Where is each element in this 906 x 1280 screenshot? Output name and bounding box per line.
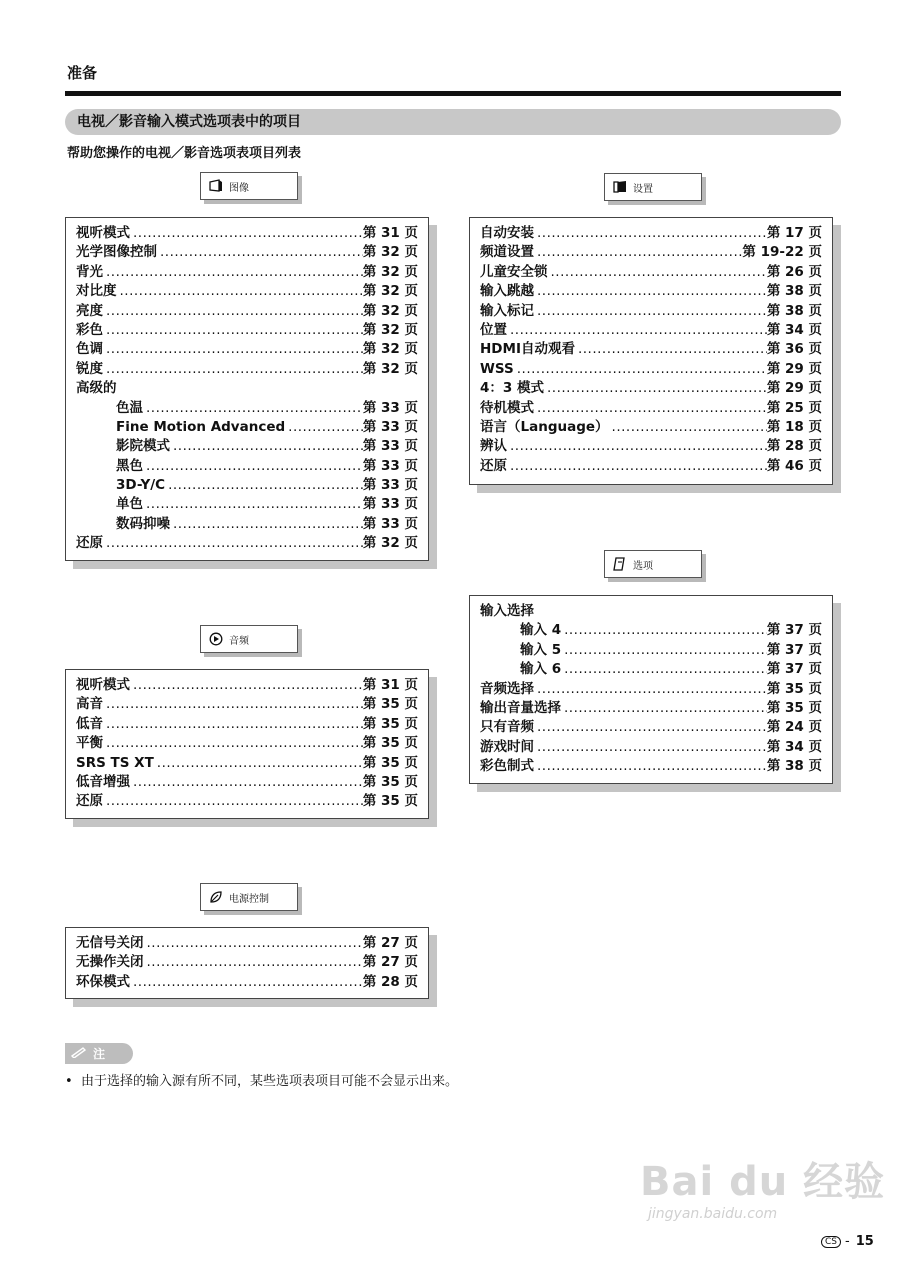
page-footer (821, 1234, 874, 1249)
section-title: 准备 (67, 64, 98, 82)
menu-row: 输出音量选择 ..... 第 35 页 (480, 699, 822, 718)
tab-picture (200, 172, 298, 200)
menu-row: 还原 ..... 第 32 页 (76, 534, 418, 553)
menu-row: 输入 6 ..... 第 37 页 (480, 660, 822, 679)
tab-options-label: 选项 (633, 560, 653, 572)
menu-row: 输入 4 ..... 第 37 页 (480, 621, 822, 640)
menu-row: Fine Motion Advanced ..... 第 33 页 (76, 418, 418, 437)
menu-row: 还原 ..... 第 35 页 (76, 792, 418, 811)
subtitle: 帮助您操作的电视／影音选项表项目列表 (67, 146, 302, 161)
audio-menu-box (65, 669, 429, 819)
menu-row: 游戏时间 ..... 第 34 页 (480, 738, 822, 757)
menu-row: 低音 ..... 第 35 页 (76, 715, 418, 734)
menu-row: 色调 ..... 第 32 页 (76, 340, 418, 359)
bullet: • (65, 1074, 81, 1089)
menu-row: SRS TS XT ..... 第 35 页 (76, 754, 418, 773)
picture-menu-box (65, 217, 429, 561)
tab-picture-label: 图像 (229, 182, 249, 194)
tab-power (200, 883, 298, 911)
menu-row: 平衡 ..... 第 35 页 (76, 734, 418, 753)
menu-row: 只有音频 ..... 第 24 页 (480, 718, 822, 737)
menu-row: 数码抑噪 ..... 第 33 页 (76, 515, 418, 534)
picture-icon (209, 179, 223, 193)
header-rule (65, 91, 841, 96)
watermark-brand: Bai du 经验 (640, 1159, 886, 1205)
menu-row: 亮度 ..... 第 32 页 (76, 302, 418, 321)
menu-row: 输入 5 ..... 第 37 页 (480, 641, 822, 660)
menu-row: 输入标记 ..... 第 38 页 (480, 302, 822, 321)
menu-row: 输入跳越 ..... 第 38 页 (480, 282, 822, 301)
section-banner: 电视／影音输入模式选项表中的项目 (65, 109, 841, 135)
tab-audio (200, 625, 298, 653)
menu-row: 色温 ..... 第 33 页 (76, 399, 418, 418)
leaf-icon (209, 890, 223, 904)
region-badge: CS (821, 1236, 841, 1248)
menu-row: 锐度 ..... 第 32 页 (76, 360, 418, 379)
menu-row: 音频选择 ..... 第 35 页 (480, 680, 822, 699)
menu-row: 背光 ..... 第 32 页 (76, 263, 418, 282)
note-label: 注 (93, 1047, 106, 1061)
note-text (65, 1070, 458, 1089)
options-menu-box (469, 595, 833, 784)
dash: - (845, 1234, 850, 1249)
menu-row: 影院模式 ..... 第 33 页 (76, 437, 418, 456)
toolbox-icon (613, 180, 627, 194)
setup-menu-box (469, 217, 833, 485)
menu-row: 频道设置 ..... 第 19-22 页 (480, 243, 822, 262)
tab-setup-label: 设置 (633, 183, 653, 195)
menu-row: 低音增强 ..... 第 35 页 (76, 773, 418, 792)
menu-row: 还原 ..... 第 46 页 (480, 457, 822, 476)
watermark-url: jingyan.baidu.com (648, 1206, 778, 1222)
note-text-content: 由于选择的输入源有所不同，某些选项表项目可能不会显示出来。 (80, 1074, 458, 1089)
menu-group-heading: 输入选择 (480, 603, 534, 619)
menu-row: 语言（Language） ..... 第 18 页 (480, 418, 822, 437)
options-icon (613, 557, 627, 571)
menu-row: 彩色 ..... 第 32 页 (76, 321, 418, 340)
tab-power-label: 电源控制 (229, 893, 269, 905)
pencil-icon (71, 1046, 87, 1061)
tab-setup (604, 173, 702, 201)
menu-row: 无信号关闭 ..... 第 27 页 (76, 934, 418, 953)
menu-row: 3D-Y/C ..... 第 33 页 (76, 476, 418, 495)
menu-row: 儿童安全锁 ..... 第 26 页 (480, 263, 822, 282)
menu-row: 视听模式 ..... 第 31 页 (76, 676, 418, 695)
menu-row: 无操作关闭 ..... 第 27 页 (76, 953, 418, 972)
tab-audio-label: 音频 (229, 635, 249, 647)
audio-icon (209, 632, 223, 646)
menu-row: 辨认 ..... 第 28 页 (480, 437, 822, 456)
menu-row: 4：3 模式 ..... 第 29 页 (480, 379, 822, 398)
menu-row: HDMI自动观看 ..... 第 36 页 (480, 340, 822, 359)
tab-options (604, 550, 702, 578)
menu-row: 环保模式 ..... 第 28 页 (76, 973, 418, 992)
menu-row: 光学图像控制 ..... 第 32 页 (76, 243, 418, 262)
page-number: 15 (855, 1234, 874, 1249)
menu-row: 高音 ..... 第 35 页 (76, 695, 418, 714)
menu-row: 视听模式 ..... 第 31 页 (76, 224, 418, 243)
menu-group-heading: 高级的 (76, 380, 117, 397)
menu-row: 自动安装 ..... 第 17 页 (480, 224, 822, 243)
menu-row: WSS ..... 第 29 页 (480, 360, 822, 379)
menu-row: 对比度 ..... 第 32 页 (76, 282, 418, 301)
menu-row: 待机模式 ..... 第 25 页 (480, 399, 822, 418)
menu-row: 黑色 ..... 第 33 页 (76, 457, 418, 476)
menu-row: 彩色制式 ..... 第 38 页 (480, 757, 822, 776)
note-badge (65, 1043, 133, 1064)
power-menu-box (65, 927, 429, 999)
menu-row: 位置 ..... 第 34 页 (480, 321, 822, 340)
menu-row: 单色 ..... 第 33 页 (76, 495, 418, 514)
